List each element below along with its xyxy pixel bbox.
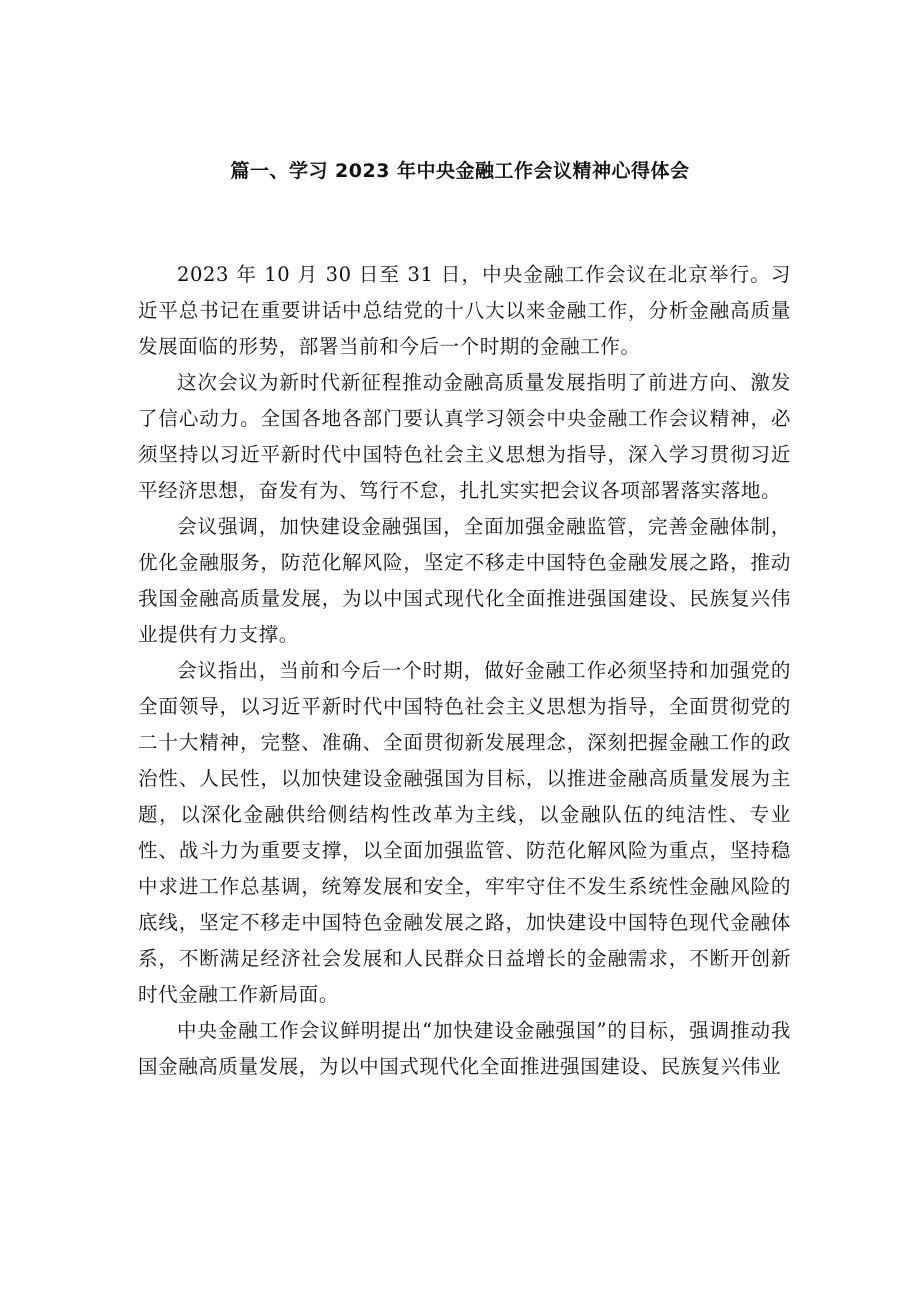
paragraph: 2023 年 10 月 30 日至 31 日，中央金融工作会议在北京举行。习近平总书记在重要讲话中总结党的十八大以来金融工作，分析金融高质量发展面临的形势，部署当前和今后一个时期的金融工作。	[138, 263, 791, 358]
paragraph: 中央金融工作会议鲜明提出“加快建设金融强国”的目标，强调推动我国金融高质量发展，为以中国式现代化全面推进强国建设、民族复兴伟业	[138, 1019, 791, 1078]
paragraph: 会议指出，当前和今后一个时期，做好金融工作必须坚持和加强党的全面领导，以习近平新时代中国特色社会主义思想为指导，全面贯彻党的二十大精神，完整、准确、全面贯彻新发展理念，深刻把握金融工作的政治性、人民性，以加快建设金融强国为目标，以推进金融高质量发展为主题，以深化金融供给侧结构性改革为主线，以金融队伍的纯洁性、专业性、战斗力为重要支撑，以全面加强监管、防范化解风险为重点，坚持稳中求进工作总基调，统筹发展和安全，牢牢守住不发生系统性金融风险的底线，坚定不移走中国特色金融发展之路，加快建设中国特色现代金融体系，不断满足经济社会发展和人民群众日益增长的金融需求，不断开创新时代金融工作新局面。	[138, 659, 791, 1006]
document-body	[138, 257, 791, 1085]
paragraph: 这次会议为新时代新征程推动金融高质量发展指明了前进方向、激发了信心动力。全国各地各部门要认真学习领会中央金融工作会议精神，必须坚持以习近平新时代中国特色社会主义思想为指导，深入学习贯彻习近平经济思想，奋发有为、笃行不怠，扎扎实实把会议各项部署落实落地。	[138, 371, 791, 502]
document-title: 篇一、学习 2023 年中央金融工作会议精神心得体会	[230, 160, 690, 182]
paragraph: 会议强调，加快建设金融强国，全面加强金融监管，完善金融体制，优化金融服务，防范化解风险，坚定不移走中国特色金融发展之路，推动我国金融高质量发展，为以中国式现代化全面推进强国建设、民族复兴伟业提供有力支撑。	[138, 515, 791, 646]
